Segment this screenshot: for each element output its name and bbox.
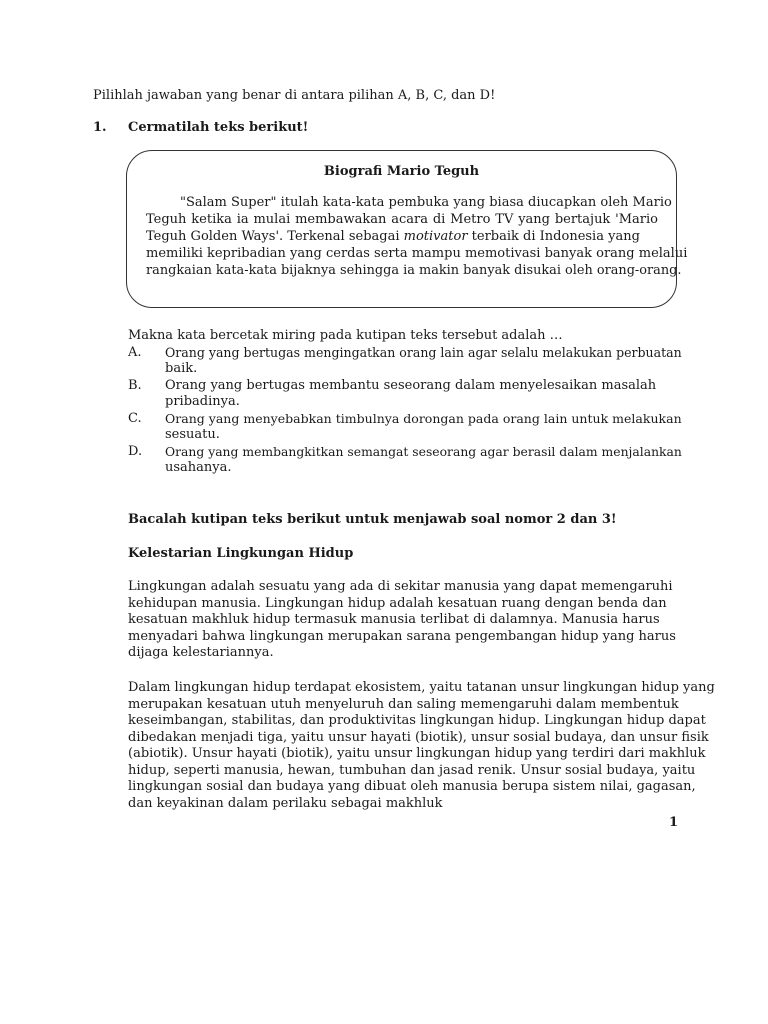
box-title: Biografi Mario Teguh (323, 164, 480, 179)
question-1-number: 1. (93, 120, 107, 135)
p2-line-7: lingkungan sosial dan budaya yang dibuat oleh manusia berupa sistem nilai, gagasan, (128, 779, 696, 794)
option-a-line-2: baik. (165, 361, 198, 376)
reading-title: Kelestarian Lingkungan Hidup (128, 546, 354, 561)
option-a-letter: A. (128, 345, 142, 360)
p2-line-4: dibedakan menjadi tiga, yaitu unsur hayati (biotik), unsur sosial budaya, dan unsur fisik (128, 730, 709, 745)
p2-line-5: (abiotik). Unsur hayati (biotik), yaitu unsur lingkungan hidup yang terdiri dari makhluk (128, 746, 706, 761)
box-line-2: Teguh ketika ia mulai membawakan acara di Metro TV yang bertajuk 'Mario (146, 212, 658, 227)
reading-instruction: Bacalah kutipan teks berikut untuk menjawab soal nomor 2 dan 3! (128, 512, 617, 527)
option-b-letter: B. (128, 378, 142, 393)
p1-line-2: kehidupan manusia. Lingkungan hidup adalah kesatuan ruang dengan benda dan (128, 596, 667, 611)
instruction: Pilihlah jawaban yang benar di antara pilihan A, B, C, dan D! (93, 88, 496, 103)
p2-line-2: merupakan kesatuan utuh menyeluruh dan saling memengaruhi dalam membentuk (128, 697, 679, 712)
question-1-text: Makna kata bercetak miring pada kutipan teks tersebut adalah … (128, 328, 563, 343)
p1-line-5: dijaga kelestariannya. (128, 645, 274, 660)
option-a-line-1: Orang yang bertugas mengingatkan orang lain agar selalu melakukan perbuatan (165, 345, 682, 360)
p1-line-4: menyadari bahwa lingkungan merupakan sarana pengembangan hidup yang harus (128, 629, 676, 644)
italic-word: motivator (403, 229, 468, 244)
p2-line-8: dan keyakinan dalam perilaku sebagai makhluk (128, 796, 443, 811)
box-line-3-before: Teguh Golden Ways'. Terkenal sebagai (146, 229, 404, 244)
p2-line-6: hidup, seperti manusia, hewan, tumbuhan dan jasad renik. Unsur sosial budaya, yaitu (128, 763, 696, 778)
option-d-line-1: Orang yang membangkitkan semangat seseorang agar berasil dalam menjalankan (165, 445, 682, 459)
p2-line-3: keseimbangan, stabilitas, dan produktivitas lingkungan hidup. Lingkungan hidup dapat (128, 713, 706, 728)
option-c-line-2: sesuatu. (165, 427, 220, 442)
box-line-4: memiliki kepribadian yang cerdas serta mampu memotivasi banyak orang melalui (146, 246, 688, 261)
option-d-letter: D. (128, 444, 143, 459)
option-b-line-1: Orang yang bertugas membantu seseorang dalam menyelesaikan masalah (165, 378, 657, 393)
question-1-prompt: Cermatilah teks berikut! (128, 120, 309, 135)
box-line-1: "Salam Super" itulah kata-kata pembuka yang biasa diucapkan oleh Mario (180, 195, 672, 210)
option-c-letter: C. (128, 411, 142, 426)
p1-line-1: Lingkungan adalah sesuatu yang ada di sekitar manusia yang dapat memengaruhi (128, 579, 673, 594)
p1-line-3: kesatuan makhluk hidup termasuk manusia terlibat di dalamnya. Manusia harus (128, 612, 660, 627)
box-line-5: rangkaian kata-kata bijaknya sehingga ia makin banyak disukai oleh orang-orang. (146, 263, 682, 278)
box-line-3 (146, 229, 640, 245)
option-b-line-2: pribadinya. (165, 394, 240, 409)
option-d-line-2: usahanya. (165, 460, 232, 475)
p2-line-1: Dalam lingkungan hidup terdapat ekosistem, yaitu tatanan unsur lingkungan hidup yang (128, 680, 715, 695)
page-number: 1 (669, 815, 679, 830)
option-c-line-1: Orang yang menyebabkan timbulnya dorongan pada orang lain untuk melakukan (165, 411, 682, 426)
box-line-3-after: terbaik di Indonesia yang (467, 229, 640, 244)
